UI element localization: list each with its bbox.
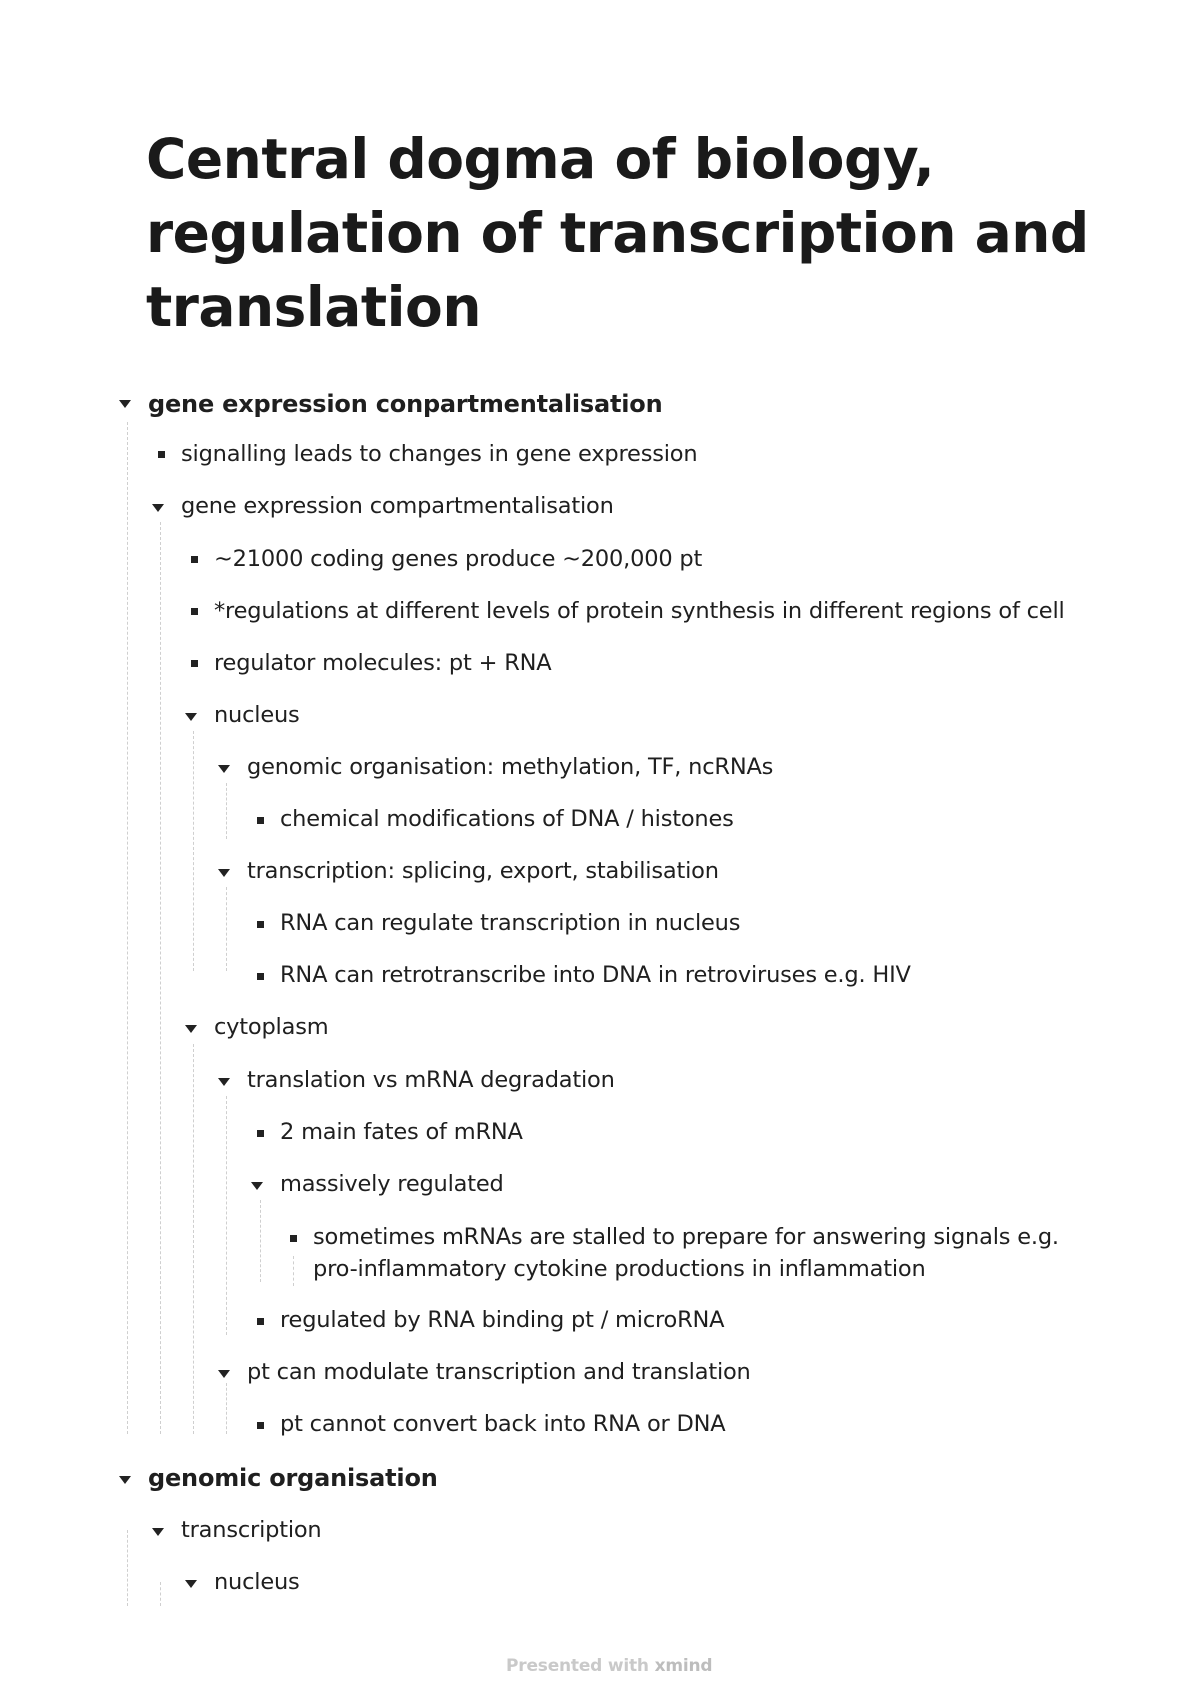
outline-guide [160, 522, 161, 1434]
collapse-caret-icon[interactable] [218, 1078, 230, 1086]
subtopic-cytoplasm[interactable]: cytoplasm [214, 1014, 329, 1040]
bullet-icon [290, 1235, 297, 1242]
bullet-icon [158, 451, 165, 458]
xmind-logo: xmind [654, 1656, 713, 1676]
bullet-icon [191, 660, 198, 667]
topic-genomic-organisation[interactable]: genomic organisation [148, 1464, 438, 1492]
subtopic-nucleus[interactable]: nucleus [214, 702, 300, 728]
collapse-caret-icon[interactable] [185, 1580, 197, 1588]
collapse-caret-icon[interactable] [152, 504, 164, 512]
topic-gene-expression-conpartmentalisation[interactable]: gene expression conpartmentalisation [148, 390, 663, 418]
bullet-icon [257, 921, 264, 928]
collapse-caret-icon[interactable] [218, 765, 230, 773]
collapse-caret-icon[interactable] [251, 1182, 263, 1190]
subtopic-item[interactable]: chemical modifications of DNA / histones [280, 806, 734, 832]
outline-guide [226, 783, 227, 839]
bullet-icon [257, 1422, 264, 1429]
bullet-icon [257, 973, 264, 980]
page-title: Central dogma of biology, regulation of transcription and translation [146, 127, 1089, 339]
outline-guide [226, 1096, 227, 1335]
subtopic-item[interactable]: genomic organisation: methylation, TF, ncRNAs [247, 754, 774, 780]
outline-guide [293, 1256, 294, 1286]
subtopic-transcription[interactable]: transcription [181, 1517, 322, 1543]
subtopic-item[interactable]: RNA can retrotranscribe into DNA in retroviruses e.g. HIV [280, 962, 911, 988]
outline-guide [260, 1200, 261, 1282]
collapse-caret-icon[interactable] [185, 1025, 197, 1033]
bullet-icon [257, 817, 264, 824]
subtopic-item[interactable]: 2 main fates of mRNA [280, 1119, 523, 1145]
outline-guide [193, 1044, 194, 1434]
subtopic-item[interactable]: gene expression compartmentalisation [181, 493, 614, 519]
subtopic-item[interactable]: regulator molecules: pt + RNA [214, 650, 552, 676]
subtopic-item[interactable]: pt can modulate transcription and translation [247, 1359, 751, 1385]
bullet-icon [257, 1318, 264, 1325]
subtopic-nucleus[interactable]: nucleus [214, 1569, 300, 1595]
collapse-caret-icon[interactable] [152, 1528, 164, 1536]
subtopic-item[interactable]: translation vs mRNA degradation [247, 1067, 615, 1093]
footer-text: Presented with [506, 1656, 649, 1676]
collapse-caret-icon[interactable] [185, 713, 197, 721]
outline-guide [127, 422, 128, 1434]
subtopic-item[interactable]: sometimes mRNAs are stalled to prepare for answering signals e.g. pro-inflammatory cytokine productions in inflammation [313, 1224, 1059, 1282]
collapse-caret-icon[interactable] [218, 1370, 230, 1378]
outline-guide [193, 731, 194, 971]
subtopic-item[interactable]: transcription: splicing, export, stabilisation [247, 858, 719, 884]
subtopic-item[interactable]: signalling leads to changes in gene expression [181, 441, 698, 467]
subtopic-item[interactable]: ~21000 coding genes produce ~200,000 pt [214, 546, 703, 572]
collapse-caret-icon[interactable] [119, 1476, 131, 1484]
outline-guide [160, 1582, 161, 1606]
subtopic-item[interactable]: regulated by RNA binding pt / microRNA [280, 1307, 725, 1333]
collapse-caret-icon[interactable] [218, 869, 230, 877]
footer-watermark [506, 1656, 712, 1676]
outline-guide [226, 887, 227, 971]
bullet-icon [257, 1130, 264, 1137]
subtopic-item[interactable]: RNA can regulate transcription in nucleus [280, 910, 741, 936]
bullet-icon [191, 608, 198, 615]
outline-guide [127, 1530, 128, 1606]
outline-guide [226, 1383, 227, 1434]
subtopic-item[interactable]: *regulations at different levels of protein synthesis in different regions of cell [214, 598, 1065, 624]
subtopic-item[interactable]: pt cannot convert back into RNA or DNA [280, 1411, 726, 1437]
collapse-caret-icon[interactable] [119, 400, 131, 408]
bullet-icon [191, 556, 198, 563]
subtopic-item[interactable]: massively regulated [280, 1171, 504, 1197]
